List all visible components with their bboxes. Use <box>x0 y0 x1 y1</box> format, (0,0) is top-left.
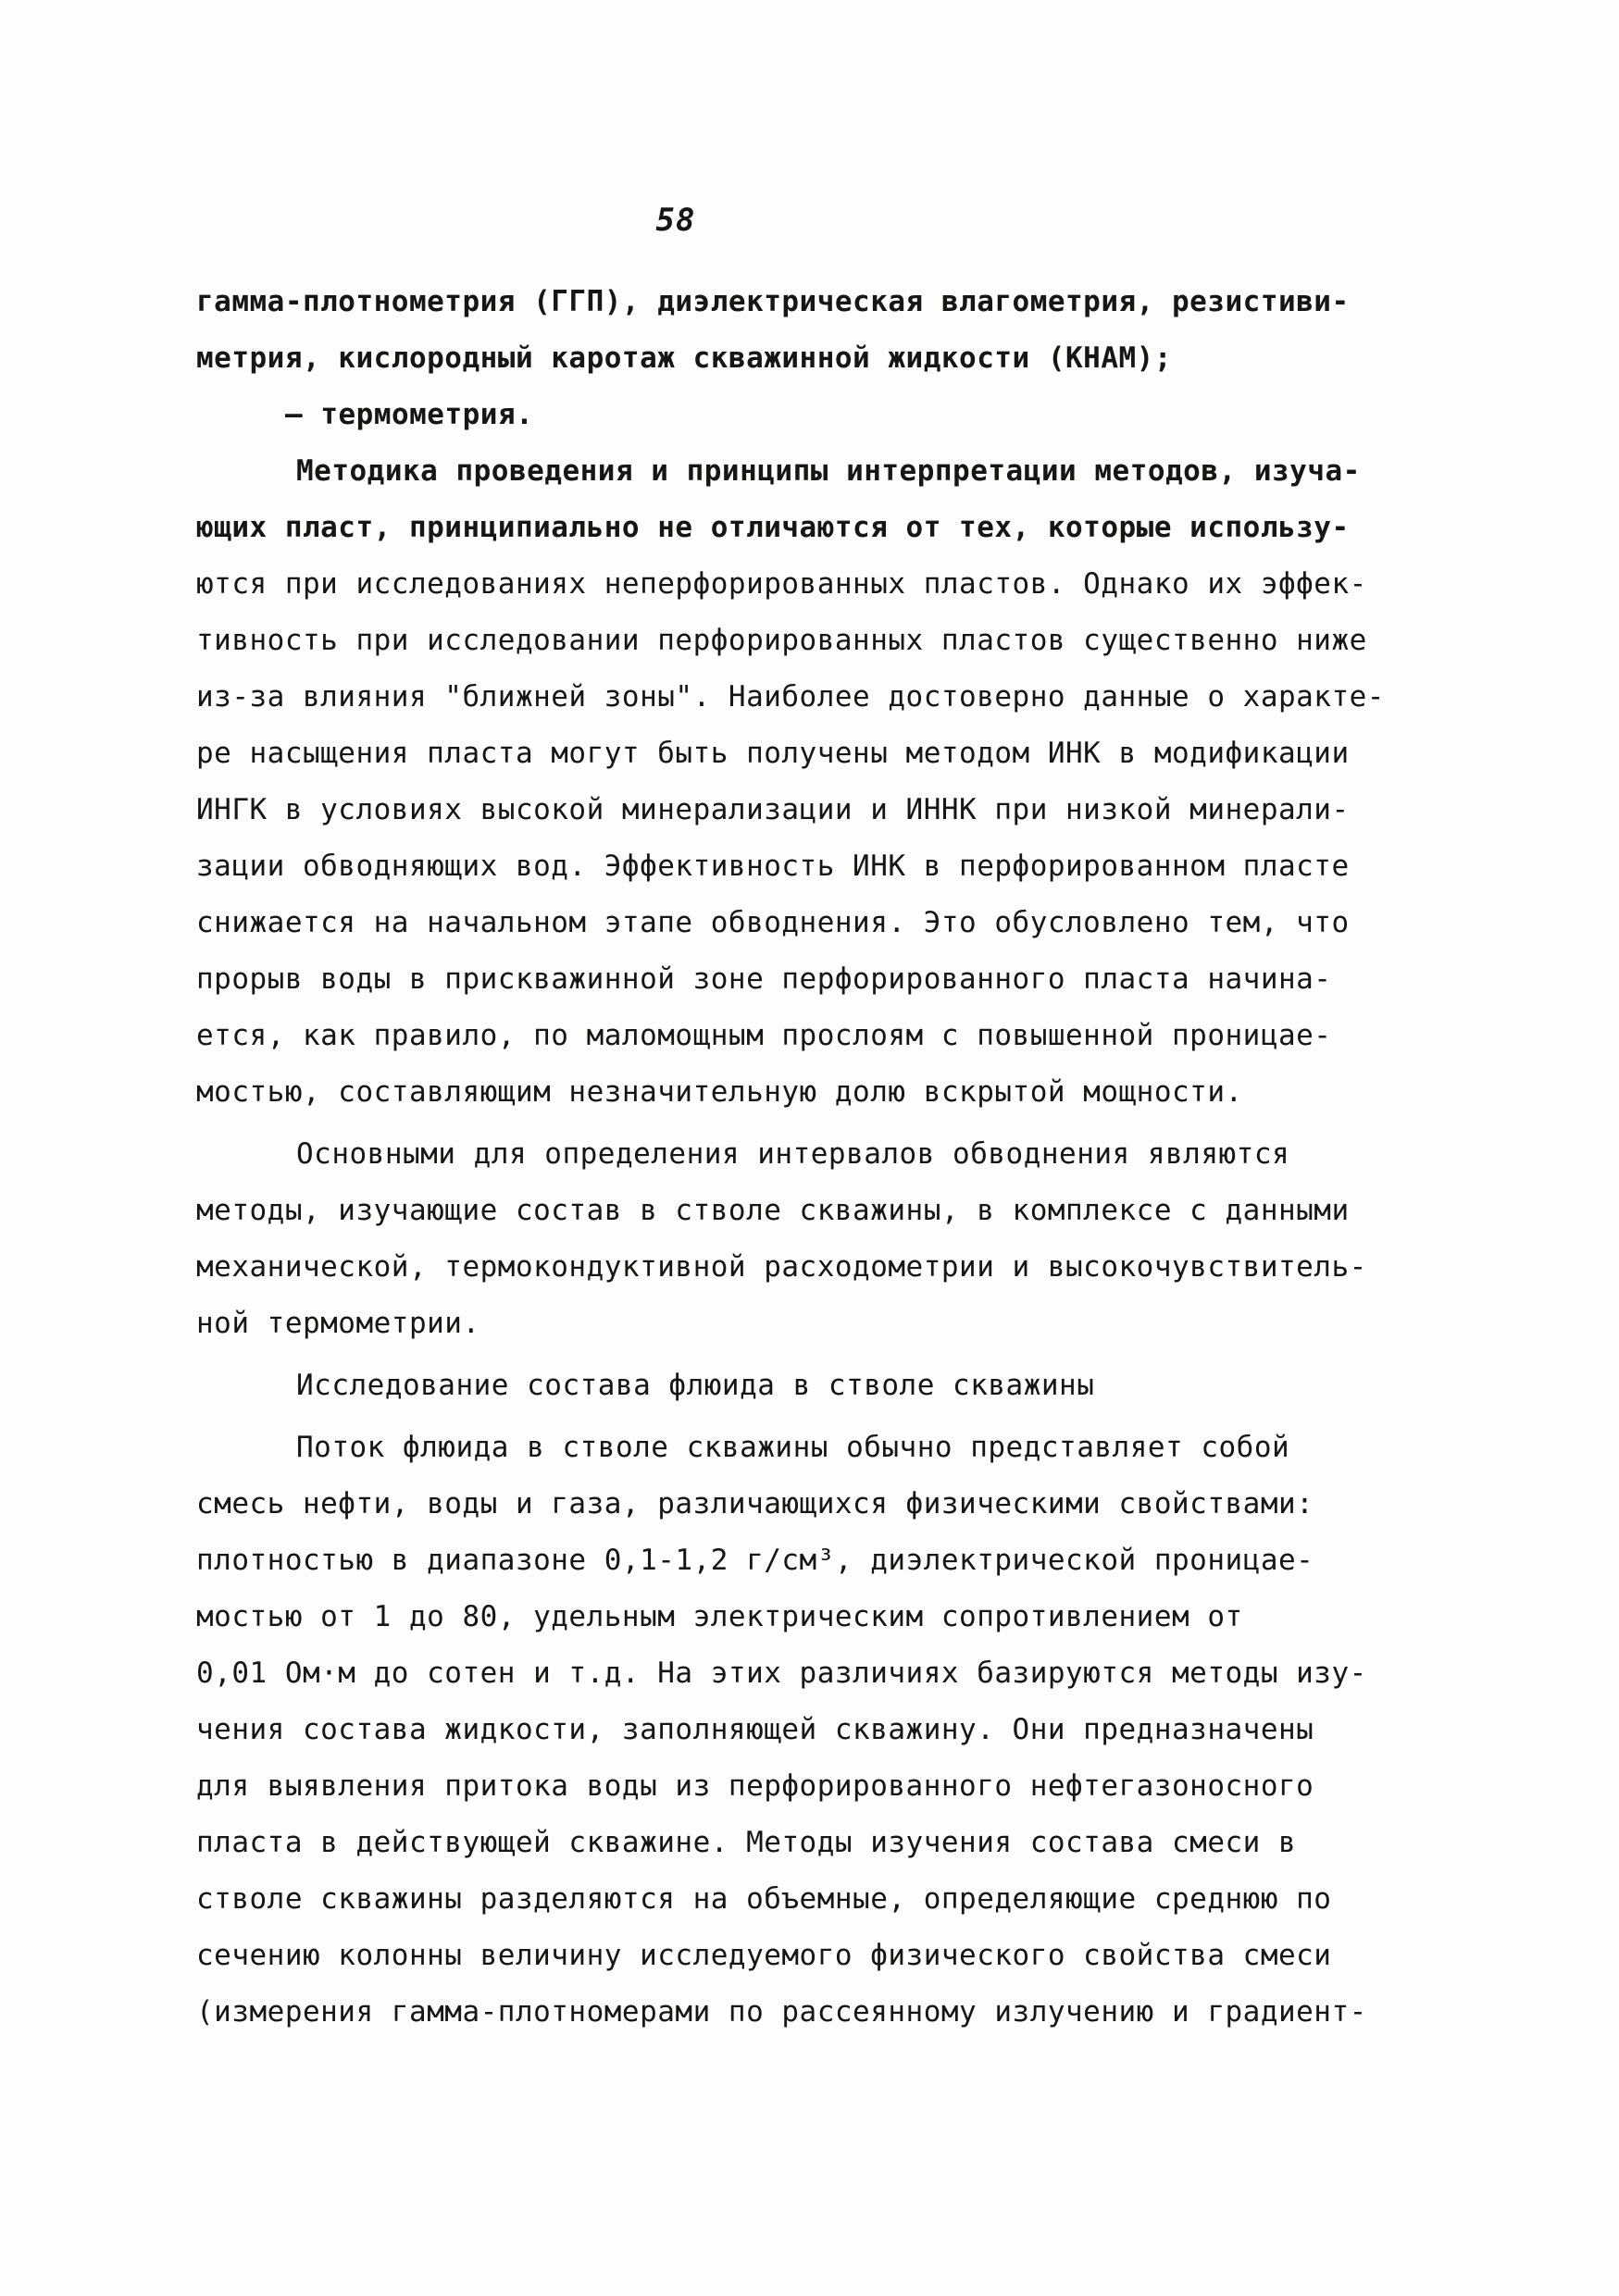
paragraph-start: Поток флюида в стволе скважины обычно представляет собой <box>296 1431 1290 1464</box>
list-item: – термометрия. <box>285 398 534 431</box>
text-line: зации обводняющих вод. Эффективность ИНК в перфорированном пласте <box>196 850 1350 883</box>
text-line: тивность при исследовании перфорированных пластов существенно ниже <box>196 624 1367 657</box>
text-line: чения состава жидкости, заполняющей скважину. Они предназначены <box>196 1713 1314 1746</box>
text-line: мостью от 1 до 80, удельным электрическим сопротивлением от <box>196 1600 1243 1633</box>
text-line: сечению колонны величину исследуемого физического свойства смеси <box>196 1939 1332 1972</box>
text-line: ется, как правило, по маломощным прослоям с повышенной проницае- <box>196 1019 1332 1052</box>
text-line: для выявления притока воды из перфорированного нефтегазоносного <box>196 1769 1314 1803</box>
text-line: ре насыщения пласта могут быть получены методом ИНК в модификации <box>196 737 1350 770</box>
page-number: 58 <box>655 202 696 239</box>
text-line: из-за влияния "ближней зоны". Наиболее достоверно данные о характе- <box>196 680 1385 714</box>
text-line: ются при исследованиях неперфорированных пластов. Однако их эффек- <box>196 567 1367 601</box>
body-text <box>196 274 1474 2041</box>
text-line: снижается на начальном этапе обводнения. Это обусловлено тем, что <box>196 906 1350 939</box>
text-line: плотностью в диапазоне 0,1-1,2 г/см³, диэлектрической проницае- <box>196 1544 1314 1577</box>
text-line: (измерения гамма-плотномерами по рассеянному излучению и градиент- <box>196 1995 1367 2029</box>
paragraph-start: Основными для определения интервалов обводнения являются <box>296 1137 1290 1171</box>
text-line: ИНГК в условиях высокой минерализации и ИННК при низкой минерали- <box>196 793 1350 826</box>
text-line: ной термометрии. <box>196 1307 480 1340</box>
text-line: ющих пласт, принципиально не отличаются от тех, которые использу- <box>196 511 1350 544</box>
text-line: пласта в действующей скважине. Методы изучения состава смеси в <box>196 1826 1297 1859</box>
text-line: метрия, кислородный каротаж скважинной жидкости (КНАМ); <box>196 341 1172 375</box>
text-line: прорыв воды в прискважинной зоне перфорированного пласта начина- <box>196 962 1332 996</box>
text-line: 0,01 Ом·м до сотен и т.д. На этих различиях базируются методы изу- <box>196 1657 1367 1690</box>
paragraph-start: Методика проведения и принципы интерпретации методов, изуча- <box>296 454 1361 488</box>
text-line: методы, изучающие состав в стволе скважины, в комплексе с данными <box>196 1194 1350 1227</box>
section-heading: Исследование состава флюида в стволе скважины <box>296 1369 1095 1402</box>
text-line: механической, термокондуктивной расходометрии и высокочувствитель- <box>196 1250 1367 1284</box>
text-line: стволе скважины разделяются на объемные, определяющие среднюю по <box>196 1882 1332 1916</box>
text-line: мостью, составляющим незначительную долю вскрытой мощности. <box>196 1075 1243 1109</box>
text-line: гамма-плотнометрия (ГГП), диэлектрическая влагометрия, резистиви- <box>196 285 1350 318</box>
text-line: смесь нефти, воды и газа, различающихся физическими свойствами: <box>196 1487 1314 1520</box>
